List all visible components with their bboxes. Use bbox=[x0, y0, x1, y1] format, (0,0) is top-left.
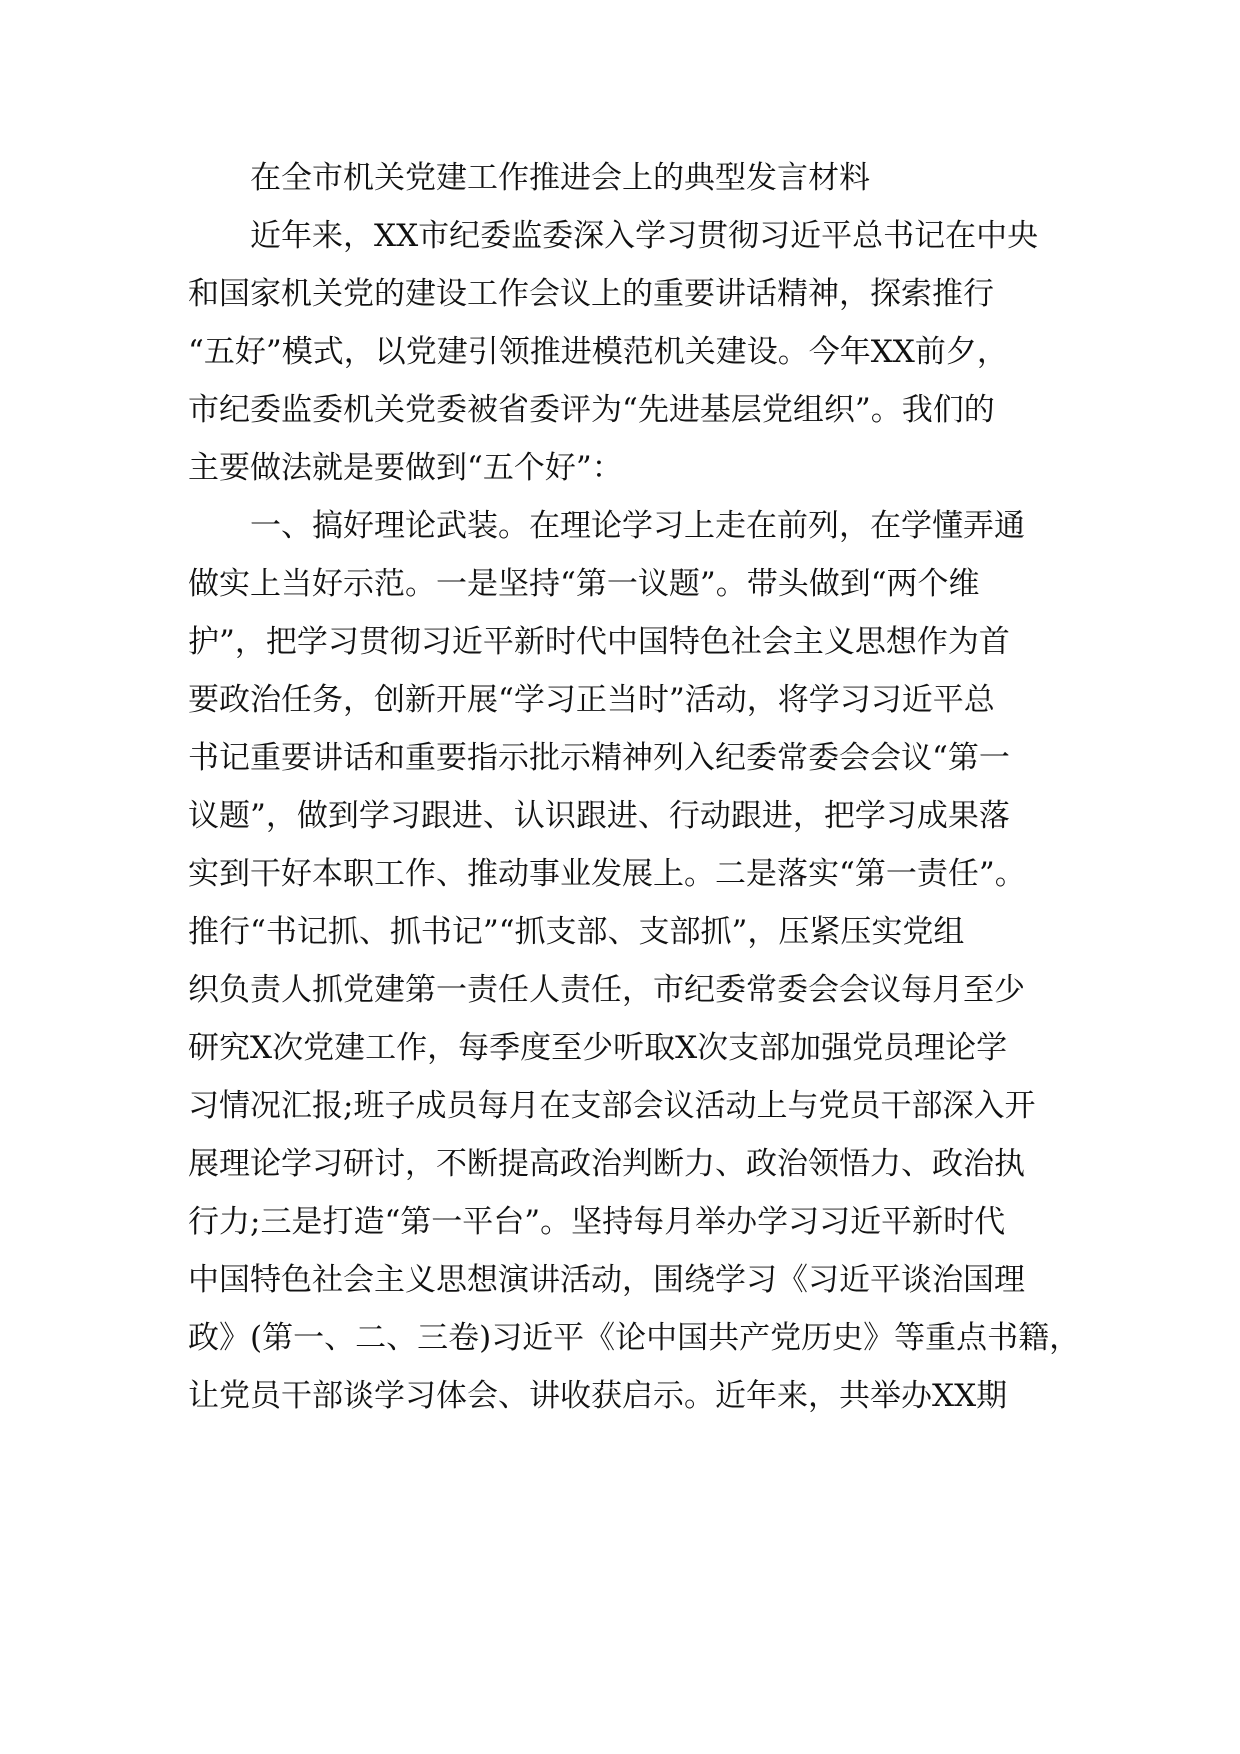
paragraph-line: 实到干好本职工作、推动事业发展上。二是落实“第一责任”。 bbox=[188, 856, 1026, 892]
paragraph-line: 和国家机关党的建设工作会议上的重要讲话精神，探索推行 bbox=[188, 276, 994, 312]
paragraph-line: 推行“书记抓、抓书记”“抓支部、支部抓”，压紧压实党组 bbox=[188, 914, 965, 950]
paragraph-line: 市纪委监委机关党委被省委评为“先进基层党组织”。我们的 bbox=[188, 392, 995, 428]
paragraph-line: 行力;三是打造“第一平台”。坚持每月举办学习习近平新时代 bbox=[188, 1204, 1006, 1240]
paragraph-line: 让党员干部谈学习体会、讲收获启示。近年来，共举办XX期 bbox=[188, 1378, 1008, 1414]
paragraph-line: 议题”，做到学习跟进、认识跟进、行动跟进，把学习成果落 bbox=[188, 798, 1010, 834]
paragraph-line: 政》(第一、二、三卷)习近平《论中国共产党历史》等重点书籍， bbox=[188, 1320, 1081, 1356]
paragraph-line: 展理论学习研讨，不断提高政治判断力、政治领悟力、政治执 bbox=[188, 1146, 1025, 1182]
paragraph-line: 要政治任务，创新开展“学习正当时”活动，将学习习近平总 bbox=[188, 682, 995, 718]
paragraph-line: 护”，把学习贯彻习近平新时代中国特色社会主义思想作为首 bbox=[188, 624, 1010, 660]
paragraph-line: 习情况汇报;班子成员每月在支部会议活动上与党员干部深入开 bbox=[188, 1088, 1036, 1124]
paragraph-line: 研究X次党建工作，每季度至少听取X次支部加强党员理论学 bbox=[188, 1030, 1008, 1066]
paragraph-line: 书记重要讲话和重要指示批示精神列入纪委常委会会议“第一 bbox=[188, 740, 1010, 776]
paragraph-line: 一、搞好理论武装。在理论学习上走在前列，在学懂弄通 bbox=[250, 508, 1025, 544]
paragraph-line: 织负责人抓党建第一责任人责任，市纪委常委会会议每月至少 bbox=[188, 972, 1025, 1008]
paragraph-line: 做实上当好示范。一是坚持“第一议题”。带头做到“两个维 bbox=[188, 566, 980, 602]
paragraph-line: 主要做法就是要做到“五个好”： bbox=[188, 450, 623, 486]
paragraph-line: 近年来，XX市纪委监委深入学习贯彻习近平总书记在中央 bbox=[250, 218, 1039, 254]
paragraph-line: “五好”模式，以党建引领推进模范机关建设。今年XX前夕， bbox=[188, 334, 1008, 370]
document-title: 在全市机关党建工作推进会上的典型发言材料 bbox=[250, 160, 870, 196]
paragraph-line: 中国特色社会主义思想演讲活动，围绕学习《习近平谈治国理 bbox=[188, 1262, 1025, 1298]
